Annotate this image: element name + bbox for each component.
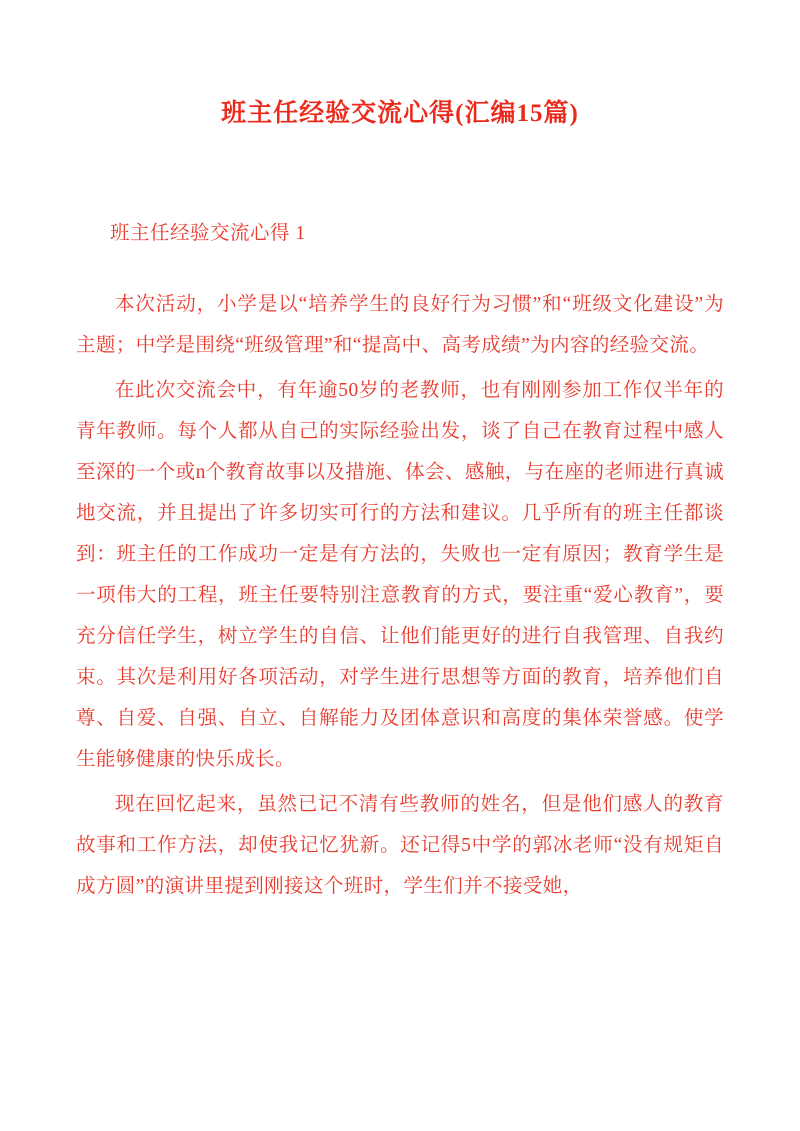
paragraph: 本次活动，小学是以“培养学生的良好行为习惯”和“班级文化建设”为主题；中学是围绕“班级管理”和“提高中、高考成绩”为内容的经验交流。 — [76, 294, 724, 357]
paragraph: 现在回忆起来，虽然已记不清有些教师的姓名，但是他们感人的教育故事和工作方法，却使我记忆犹新。还记得5中学的郭冰老师“没有规矩自成方圆”的演讲里提到刚接这个班时，学生们并不接受她， — [76, 794, 724, 898]
page-title: 班主任经验交流心得(汇编15篇) — [221, 100, 579, 127]
section-subtitle: 班主任经验交流心得 1 — [110, 223, 306, 244]
document-body — [72, 248, 728, 907]
paragraph: 在此次交流会中，有年逾50岁的老教师，也有刚刚参加工作仅半年的青年教师。每个人都从自己的实际经验出发，谈了自己在教育过程中感人至深的一个或n个教育故事以及措施、体会、感触，与在座的老师进行真诚地交流，并且提出了许多切实可行的方法和建议。几乎所有的班主任都谈到：班主任的工作成功一定是有方法的，失败也一定有原因；教育学生是一项伟大的工程，班主任要特别注意教育的方式，要注重“爱心教育”，要充分信任学生，树立学生的自信、让他们能更好的进行自我管理、自我约束。其次是利用好各项活动，对学生进行思想等方面的教育，培养他们自尊、自爱、自强、自立、自解能力及团体意识和高度的集体荣誉感。使学生能够健康的快乐成长。 — [76, 380, 724, 771]
